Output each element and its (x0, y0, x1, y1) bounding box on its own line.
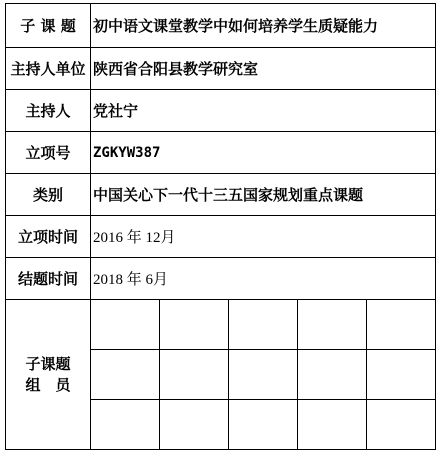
member-cell (366, 400, 435, 450)
members-grid-row (91, 400, 435, 450)
row-project-no (6, 132, 436, 174)
members-grid (91, 300, 435, 449)
members-grid-container (91, 300, 436, 450)
member-cell (160, 300, 229, 350)
member-cell (91, 300, 160, 350)
members-label-line1: 子课题 (25, 354, 71, 373)
start-time-value: 2016 年 12月 (91, 216, 436, 258)
project-no-label: 立项号 (6, 132, 91, 174)
members-label-line2: 组 员 (25, 375, 71, 394)
member-cell (160, 350, 229, 400)
member-cell (297, 300, 366, 350)
member-cell (366, 300, 435, 350)
category-label: 类别 (6, 174, 91, 216)
row-host-unit (6, 48, 436, 90)
members-grid-row (91, 350, 435, 400)
category-value: 中国关心下一代十三五国家规划重点课题 (91, 174, 436, 216)
members-grid-row (91, 300, 435, 350)
subject-value: 初中语文课堂教学中如何培养学生质疑能力 (91, 4, 436, 48)
end-time-value: 2018 年 6月 (91, 258, 436, 300)
host-unit-value: 陕西省合阳县教学研究室 (91, 48, 436, 90)
member-cell (297, 400, 366, 450)
members-label (6, 300, 91, 450)
member-cell (229, 300, 298, 350)
row-category (6, 174, 436, 216)
member-cell (229, 400, 298, 450)
start-time-label: 立项时间 (6, 216, 91, 258)
row-subject (6, 4, 436, 48)
member-cell (91, 400, 160, 450)
row-end-time (6, 258, 436, 300)
host-unit-label: 主持人单位 (6, 48, 91, 90)
row-start-time (6, 216, 436, 258)
project-no-value: ZGKYW387 (91, 132, 436, 174)
member-cell (297, 350, 366, 400)
row-host (6, 90, 436, 132)
project-info-table (5, 3, 436, 450)
member-cell (91, 350, 160, 400)
member-cell (229, 350, 298, 400)
member-cell (160, 400, 229, 450)
row-members (6, 300, 436, 450)
subject-label: 子 课 题 (6, 4, 91, 48)
member-cell (366, 350, 435, 400)
end-time-label: 结题时间 (6, 258, 91, 300)
host-label: 主持人 (6, 90, 91, 132)
host-value: 党社宁 (91, 90, 436, 132)
